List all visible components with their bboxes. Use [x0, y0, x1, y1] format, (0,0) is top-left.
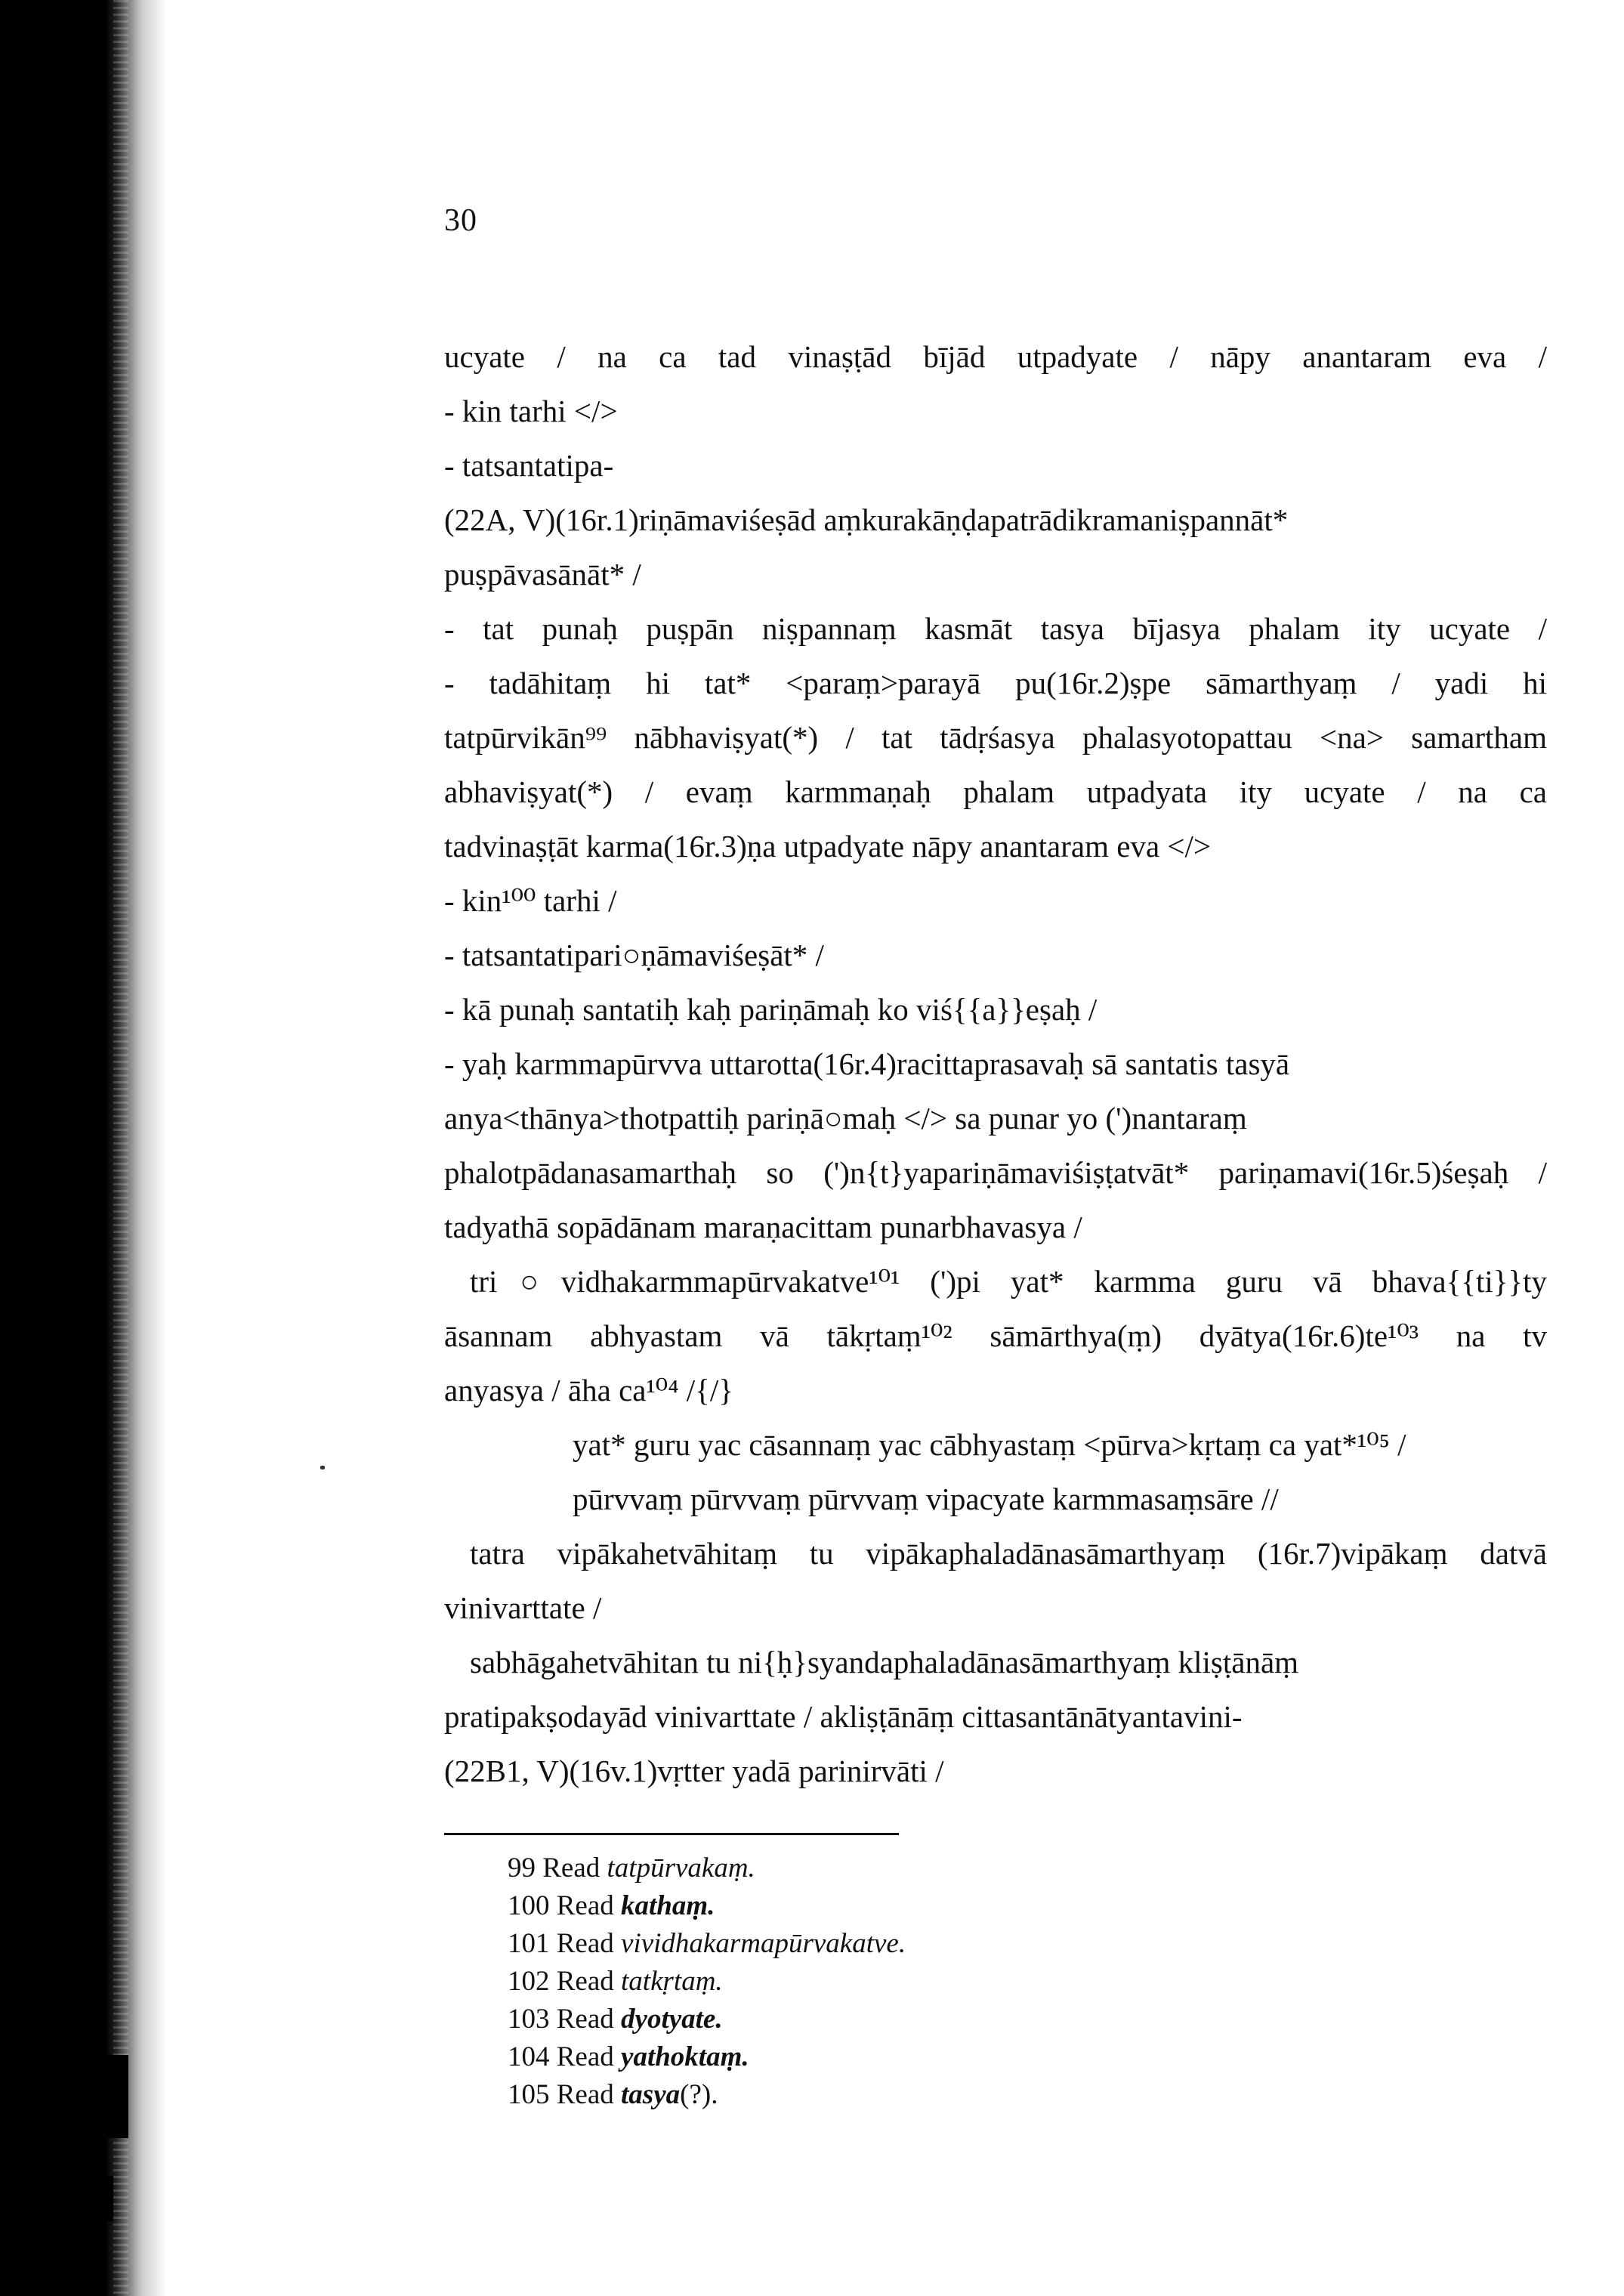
text-line-17: tadyathā sopādānam maraṇacittam punarbhavasya /	[444, 1210, 1082, 1244]
footnote-number: 102	[508, 1966, 550, 1997]
footnote-100	[508, 1887, 906, 1925]
footnote-read-label: Read	[556, 1928, 614, 1959]
binding-shine	[113, 0, 128, 2296]
footnotes	[508, 1849, 906, 2114]
footnote-read-label: Read	[556, 1966, 614, 1997]
footnote-103	[508, 2001, 906, 2038]
text-line-12: - tatsantatipari○ṇāmaviśeṣāt* /	[444, 938, 824, 972]
text-line-19: āsannam abhyastam vā tākṛtaṃ¹⁰² sāmārthya(ṃ) dyātya(16r.6)te¹⁰³ na tv	[444, 1318, 1547, 1353]
text-line-16: phalotpādanasamarthaḥ so (')n{t}yapariṇāmaviśiṣṭatvāt* pariṇamavi(16r.5)śeṣaḥ /	[444, 1155, 1547, 1190]
verse-line-2: pūrvvaṃ pūrvvaṃ pūrvvaṃ vipacyate karmmasaṃsāre //	[573, 1482, 1279, 1516]
footnote-number: 99	[508, 1853, 536, 1883]
footnote-reading: vividhakarmapūrvakatve.	[621, 1928, 906, 1959]
page-number: 30	[444, 203, 477, 238]
text-line-18: tri○vidhakarmmapūrvakatve¹⁰¹ (')pi yat* karmma guru vā bhava{{ti}}ty	[470, 1264, 1547, 1299]
footnote-104	[508, 2038, 906, 2076]
text-line-26: pratipakṣodayād vinivarttate / akliṣṭānāṃ cittasantānātyantavini-	[444, 1699, 1243, 1734]
footnote-suffix: (?).	[680, 2079, 718, 2110]
text-line-24: vinivarttate /	[444, 1590, 602, 1625]
footnote-rule	[444, 1833, 899, 1835]
footnote-number: 103	[508, 2004, 550, 2035]
footnote-number: 100	[508, 1890, 550, 1921]
footnote-reading: kathaṃ.	[621, 1890, 715, 1921]
text-line-13: - kā punaḥ santatiḥ kaḥ pariṇāmaḥ ko viś{{a}}eṣaḥ /	[444, 992, 1098, 1027]
footnote-read-label: Read	[556, 2079, 614, 2110]
text-line-3: - tatsantatipa-	[444, 448, 614, 483]
body-text	[444, 329, 1547, 1798]
edge-mark-bottom	[0, 2176, 113, 2221]
footnote-reading: tatpūrvakaṃ.	[607, 1853, 755, 1883]
text-line-7: - tadāhitaṃ hi tat* <paraṃ>parayā pu(16r.2)ṣpe sāmarthyaṃ / yadi hi	[444, 666, 1547, 700]
footnote-105	[508, 2076, 906, 2114]
footnote-read-label: Read	[556, 1890, 614, 1921]
footnote-read-label: Read	[542, 1853, 601, 1883]
text-line-23: tatra vipākahetvāhitaṃ tu vipākaphaladānasāmarthyaṃ (16r.7)vipākaṃ datvā	[470, 1536, 1547, 1571]
text-line-15: anya<thānya>thotpattiḥ pariṇā○maḥ </> sa punar yo (')nantaraṃ	[444, 1101, 1247, 1136]
footnote-reading: yathoktaṃ.	[621, 2041, 749, 2072]
text-line-10: tadvinaṣṭāt karma(16r.3)ṇa utpadyate nāpy anantaram eva </>	[444, 829, 1212, 864]
footnote-read-label: Read	[556, 2041, 614, 2072]
footnote-99	[508, 1849, 906, 1887]
footnote-read-label: Read	[556, 2004, 614, 2035]
footnote-number: 104	[508, 2041, 550, 2072]
footnote-reading: tatkṛtaṃ.	[621, 1966, 723, 1997]
text-line-27: (22B1, V)(16v.1)vṛtter yadā parinirvāti /	[444, 1754, 944, 1788]
footnote-reading: tasya	[621, 2079, 681, 2110]
text-line-9: abhaviṣyat(*) / evaṃ karmmaṇaḥ phalam utpadyata ity ucyate / na ca	[444, 774, 1547, 809]
footnote-number: 101	[508, 1928, 550, 1959]
text-line-11: - kin¹⁰⁰ tarhi /	[444, 883, 617, 918]
scan-speck	[320, 1466, 325, 1469]
scan-binding-edge	[0, 0, 181, 2296]
footnote-number: 105	[508, 2079, 550, 2110]
footnote-reading: dyotyate.	[621, 2004, 723, 2035]
edge-mark-lower	[0, 2055, 128, 2138]
footnote-101	[508, 1925, 906, 1963]
verse-line-1: yat* guru yac cāsannaṃ yac cābhyastaṃ <pūrva>kṛtaṃ ca yat*¹⁰⁵ /	[573, 1427, 1406, 1462]
footnote-102	[508, 1963, 906, 2001]
text-line-6: - tat punaḥ puṣpān niṣpannaṃ kasmāt tasya bījasya phalam ity ucyate /	[444, 611, 1547, 646]
text-line-1: ucyate / na ca tad vinaṣṭād bījād utpadyate / nāpy anantaram eva /	[444, 339, 1547, 374]
text-line-20: anyasya / āha ca¹⁰⁴ /{/}	[444, 1373, 733, 1408]
text-line-14: - yaḥ karmmapūrvva uttarotta(16r.4)racittaprasavaḥ sā santatis tasyā	[444, 1046, 1290, 1081]
text-line-4: (22A, V)(16r.1)riṇāmaviśeṣād aṃkurakāṇḍapatrādikramaniṣpannāt*	[444, 502, 1289, 537]
text-line-2: - kin tarhi </>	[444, 394, 618, 428]
text-line-5: puṣpāvasānāt* /	[444, 557, 641, 592]
text-line-25: sabhāgahetvāhitan tu ni{ḥ}syandaphaladānasāmarthyaṃ kliṣṭānāṃ	[470, 1645, 1299, 1680]
text-line-8: tatpūrvikān⁹⁹ nābhaviṣyat(*) / tat tādṛśasya phalasyotopattau <na> samartham	[444, 720, 1547, 755]
